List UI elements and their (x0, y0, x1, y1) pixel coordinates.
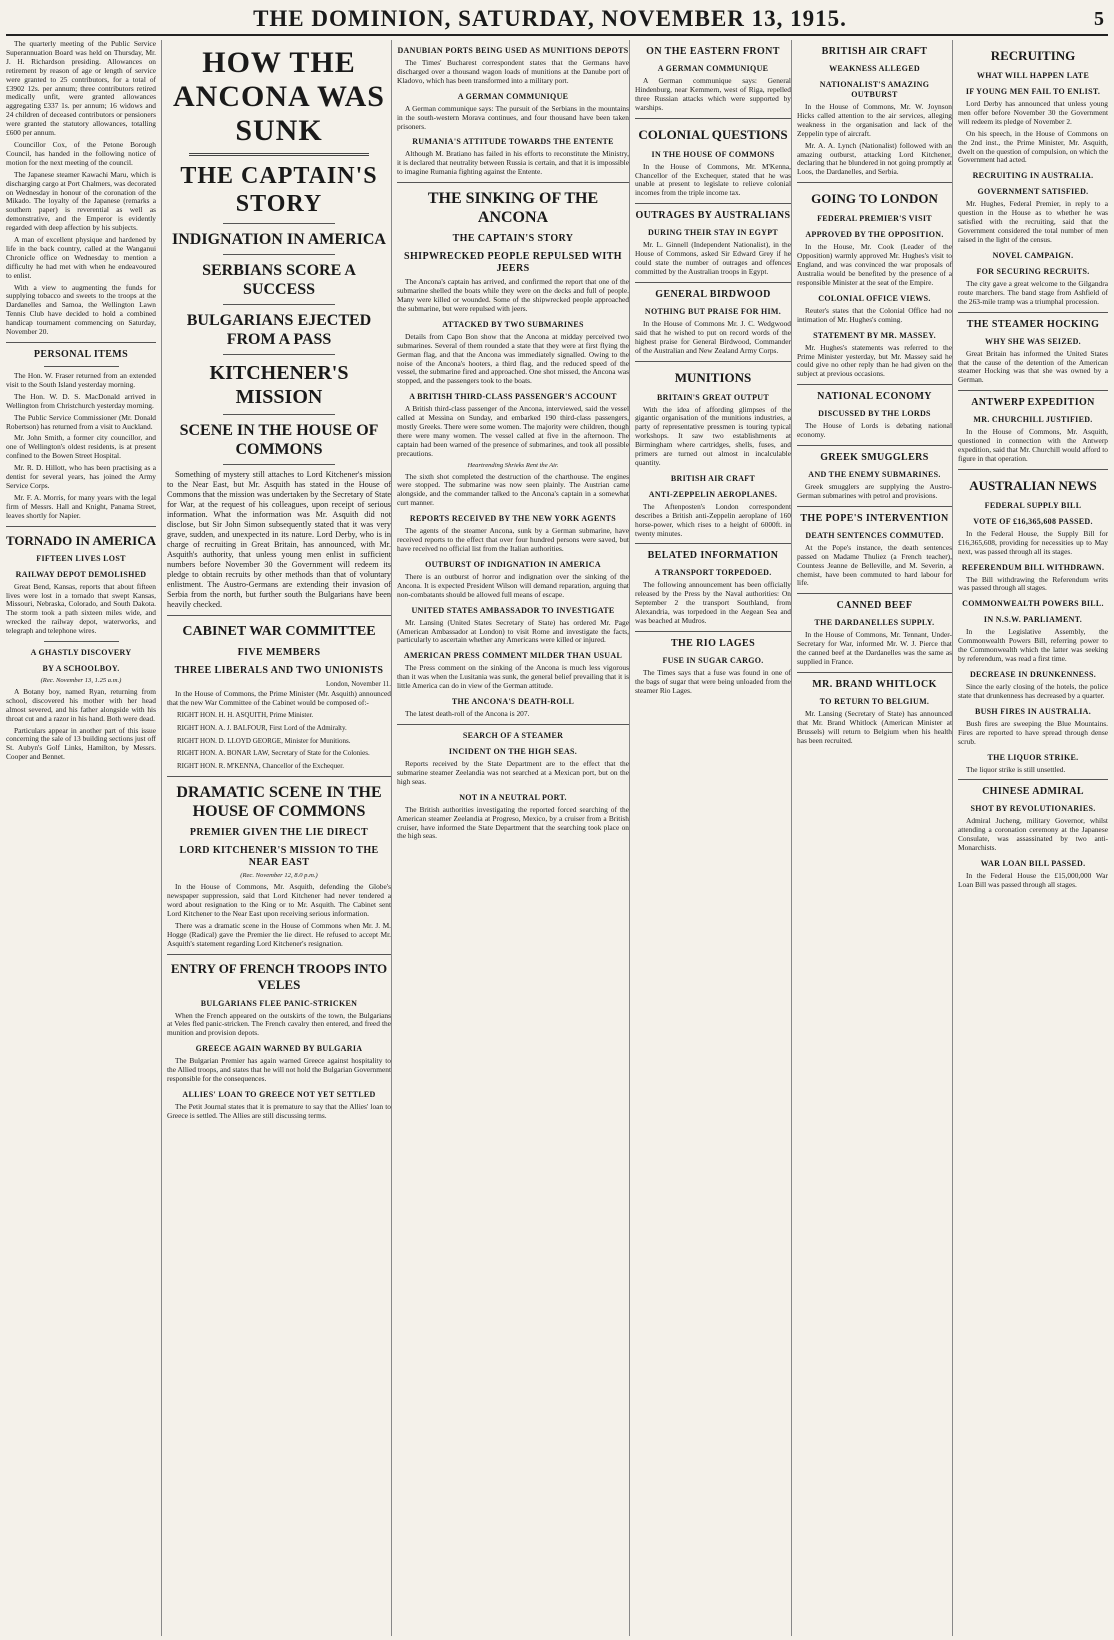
headline: KITCHENER'S MISSION (209, 362, 349, 408)
article-text: The Bulgarian Premier has again warned Greece against hospitality to the Allied troops, and states that he will not hold the Bulgarian Government responsible for the consequences. (167, 1056, 391, 1084)
article-text: The House of Lords is debating national economy. (797, 421, 952, 440)
article-text: In the House of Commons, Mr. M'Kenna, Chancellor of the Exchequer, stated that he was unable at present to legislate to relieve colonial incomes from the triple income tax. (635, 161, 791, 198)
headline: A GHASTLY DISCOVERY (30, 648, 132, 658)
article-text: The Hon. W. Fraser returned from an extended visit to the South Island yesterday morning. (6, 371, 156, 389)
headline: NOVEL CAMPAIGN. (992, 250, 1074, 260)
article-text: The sixth shot completed the destruction of the charthouse. The engines were stopped. The submarine was now seen plainly. The Austrian came alongside, and the commander talked to the Ancona's captain in a somewhat curt manner. (397, 471, 629, 508)
article-text: The Times says that a fuse was found in one of the bags of sugar that were being unloaded from the steamer Rio Lages. (635, 668, 791, 695)
headline: BELATED INFORMATION (647, 550, 779, 562)
headline: COMMONWEALTH POWERS BILL. (962, 599, 1104, 609)
article-text: In the House of Commons, Mr. Tennant, Under-Secretary for War, informed Mr. W. J. Pierce that the canned beef at the Dardanelles was the same as supplied in France. (797, 630, 952, 667)
article-text: In the Federal House the £15,000,000 War Loan Bill was passed through all stages. (958, 871, 1108, 889)
article-text: Mr. Hughes's statements was referred to the Prime Minister yesterday, but Mr. Massey said he could give no other reply than he had given on the subject at previous occasions. (797, 342, 952, 379)
headline: CANNED BEEF (836, 600, 913, 612)
divider (958, 469, 1108, 470)
divider (223, 354, 335, 355)
article-text: Details from Capo Bon show that the Ancona at midday perceived two submarines. Several of them rounded a state that they were at first flying the German flag, and that the Ancona was immediately signalled. Owing to the noise of the Ancona's hooters, a third flag, and the reduced speed of the vessel, the submarine fired and approached. One shot missed, the Ancona was stopped, and the passengers took to the boats. (397, 331, 629, 386)
divider (44, 641, 119, 642)
subheadline: WEAKNESS ALLEGED (829, 64, 920, 73)
column-3 (391, 40, 634, 1636)
headline: ALLIES' LOAN TO GREECE NOT YET SETTLED (182, 1089, 376, 1099)
dateline: (Rec. November 13, 1.25 a.m.) (40, 677, 122, 685)
subheadline: FIFTEEN LIVES LOST (36, 553, 126, 563)
subheadline: LORD KITCHENER'S MISSION TO THE NEAR EAST (179, 845, 379, 869)
headline: WAR LOAN BILL PASSED. (980, 859, 1086, 869)
article-text: Admiral Jucheng, military Governor, whilst attending a coronation ceremony at the Japanese Consulate, was assassinated by two anti-Monarchists. (958, 816, 1108, 853)
headline: SERBIANS SCORE A SUCCESS (202, 262, 356, 298)
article-text: Mr. Lansing (United States Secretary of State) has ordered Mr. Page (American Ambassador at London) to visit Rome and investigate the facts, particularly to ascertain whether any Americans were killed or injured. (397, 617, 629, 645)
subheadline: A TRANSPORT TORPEDOED. (654, 568, 772, 578)
divider (223, 304, 335, 305)
headline: NOT IN A NEUTRAL PORT. (459, 792, 567, 802)
subheadline: NOTHING BUT PRAISE FOR HIM. (644, 306, 782, 316)
article-text: In the House of Commons, the Prime Minister (Mr. Asquith) announced that the new War Committee of the Cabinet would be composed of:- (167, 688, 391, 707)
divider (223, 254, 335, 255)
article-text: Mr. Hughes, Federal Premier, in reply to a question in the House as to whether he was satisfied with the recruiting, said that the Government considered the total number of men raised in the light of the census. (958, 199, 1108, 244)
article-text: A man of excellent physique and hardened by life in the back country, called at the Wanganui Chronicle office on Wednesday to mention a difficulty he had met with when he endeavoured to enlist. (6, 235, 156, 280)
divider (635, 361, 791, 362)
column-2 (161, 40, 396, 1636)
article-text: Mr. F. A. Morris, for many years with the legal firm of Messrs. Hall and Knight, Panama Street, leaves shortly for Napier. (6, 492, 156, 520)
headline: NATIONAL ECONOMY (817, 391, 932, 403)
article-text: A British third-class passenger of the Ancona, interviewed, said the vessel called at Messina on Sunday, and embarked 190 third-class passengers, mostly Greeks. There were some women. The majority were children, though there were many women. The vessel called at five in the afternoon. The captain had been warned of the presence of submarines, and took all possible precautions. (397, 404, 629, 458)
subheadline: FEDERAL PREMIER'S VISIT (817, 214, 932, 224)
subheadline: APPROVED BY THE OPPOSITION. (805, 230, 944, 240)
headline: BULGARIANS EJECTED FROM A PASS (186, 312, 372, 348)
subheadline: DEATH SENTENCES COMMUTED. (805, 530, 944, 540)
headline: THE POPE'S INTERVENTION (800, 512, 949, 524)
article-text: Mr. L. Ginnell (Independent Nationalist), in the House of Commons, asked Sir Edward Grey if he could state the number of outrages and offences committed by the Australian troops in Egypt. (635, 240, 791, 276)
divider (635, 543, 791, 544)
article-text: On his speech, in the House of Commons on the 2nd inst., the Prime Minister, Mr. Asquith, dwelt on the question of compulsion, on which the Government had acted. (958, 128, 1108, 165)
subheadline: ANTI-ZEPPELIN AEROPLANES. (648, 489, 778, 499)
divider (797, 506, 952, 507)
article-text: With the idea of affording glimpses of the gigantic organisation of the munitions industries, a party of representative pressmen is touring typical workshops. It saw two establishments at Birmingham where cartridges, shells, fuses, and primers are turned out almost in incalculable quantity. (635, 404, 791, 467)
headline: COLONIAL OFFICE VIEWS. (818, 293, 931, 303)
subheadline: FIVE MEMBERS (237, 647, 321, 658)
headline: AMERICAN PRESS COMMENT MILDER THAN USUAL (403, 651, 623, 661)
headline: SEARCH OF A STEAMER (462, 730, 564, 740)
divider (223, 223, 335, 224)
subheadline: SHOT BY REVOLUTIONARIES. (970, 804, 1096, 814)
divider (167, 954, 391, 955)
article-text: The city gave a great welcome to the Gilgandra route marchers. The band stage from Ashfield of the 263-mile tramp was a triumphal procession. (958, 278, 1108, 306)
headline: THE SINKING OF THE ANCONA (427, 190, 599, 227)
article-text: The quarterly meeting of the Public Service Superannuation Board was held on Thursday, Mr. J. H. Richardson presiding. Allowances on retirement by reason of age or length of service were granted to 25 contributors, for a total of £3902 12s. per annum; three contributors retired medically unfit, were granted allowances aggregating £337 1s. per annum; 16 widows and 24 children of deceased contributors or pensioners were granted the statutory allowances, totalling £600 per annum. (6, 40, 156, 138)
subheadline: IF YOUNG MEN FAIL TO ENLIST. (965, 87, 1101, 96)
article-text: A Botany boy, named Ryan, returning from school, discovered his mother with her head almost severed, and his father alongside with his throat cut and a razor in his hand. Both were dead. (6, 686, 156, 723)
headline: THE CAPTAIN'S STORY (180, 163, 378, 217)
headline: BRITISH AIR CRAFT (670, 473, 756, 483)
article-text: In the House of Commons, Mr. Asquith, defending the Globe's newspaper suppression, said that Lord Kitchener had never tendered a word about resignation to the King or to Mr. Asquith. The Cabinet sent Lord Kitchener to the Near East upon receiving serious information. (167, 882, 391, 918)
divider (635, 203, 791, 204)
headline: COLONIAL QUESTIONS (638, 126, 788, 142)
headline: A BRITISH THIRD-CLASS PASSENGER'S ACCOUNT (409, 392, 617, 402)
column-6 (952, 40, 1108, 1636)
inline-subhead: Heartrending Shrieks Rent the Air. (467, 461, 559, 469)
headline: BRITISH AIR CRAFT (821, 46, 928, 57)
headline: MR. BRAND WHITLOCK (812, 679, 937, 690)
article-text: The Japanese steamer Kawachi Maru, which is discharging cargo at Port Chalmers, was decorated on Wednesday in honour of the coronation of the Mikado. The loyalty of the Japanese (remarks a southern paper) is reverential as well as demonstrative, and the Emperor is evidently regarded with deep affection by his subjects. (6, 169, 156, 233)
subheadline: TO RETURN TO BELGIUM. (819, 697, 930, 706)
headline: DECREASE IN DRUNKENNESS. (969, 670, 1097, 679)
subheadline: DURING THEIR STAY IN EGYPT (647, 228, 779, 238)
divider (223, 414, 335, 415)
subheadline: IN N.S.W. PARLIAMENT. (983, 615, 1083, 625)
divider (167, 776, 391, 777)
article-text: The Press comment on the sinking of the Ancona is much less vigorous than it was when the Lusitania was sunk, the general belief prevailing that it is little America can do in view of the German attitude. (397, 663, 629, 691)
headline: UNITED STATES AMBASSADOR TO INVESTIGATE (411, 605, 615, 615)
main-headline: HOW THE ANCONA WAS SUNK (173, 46, 385, 147)
article-text: The Public Service Commissioner (Mr. Donald Robertson) has returned from a visit to Auckland. (6, 412, 156, 431)
member-item: RIGHT HON. D. LLOYD GEORGE, Minister for Munitions. (177, 736, 351, 745)
member-item: RIGHT HON. A. BONAR LAW, Secretary of State for the Colonies. (177, 749, 370, 758)
article-text: Reports received by the State Department are to the effect that the submarine steamer Zeelandia was not searched at a Mexican port, but on the high seas. (397, 758, 629, 786)
headline: CABINET WAR COMMITTEE (182, 624, 376, 639)
article-text: In the Federal House, the Supply Bill for £16,365,608, providing for necessities up to May next, was passed through all its stages. (958, 528, 1108, 556)
subheadline: A GERMAN COMMUNIQUE (657, 64, 769, 73)
article-text: Great Britain has informed the United States that the cause of the detention of the American steamer Hocking was that she was owned by a German. (958, 348, 1108, 385)
masthead (6, 4, 1108, 36)
article-text: The Bill withdrawing the Referendum writs was passed through all stages. (958, 574, 1108, 593)
subheadline: SHIPWRECKED PEOPLE REPULSED WITH JEERS (404, 251, 622, 275)
subheadline: BULGARIANS FLEE PANIC-STRICKEN (200, 998, 358, 1008)
article-text: In the House of Commons Mr. J. C. Wedgwood said that he wished to put on record words of the highest praise for General Birdwood, Commander of the Australian and New Zealand Army Corps. (635, 318, 791, 355)
subheadline: FOR SECURING RECRUITS. (976, 266, 1090, 276)
article-text: When the French appeared on the outskirts of the town, the Bulgarians at Veles fled panic-stricken. The French cavalry then entered, and freed the munition and provision depots. (167, 1010, 391, 1038)
article-text: Reuter's states that the Colonial Office had no intimation of Mr. Hughes's coming. (797, 305, 952, 324)
article-text: Something of mystery still attaches to Lord Kitchener's mission to the Near East, but Mr. Asquith has stated in the House of Commons that the mission was undertaken by the Secretary of State for War, at the request of his colleagues, upon receipt of serious information. What the information was Mr. Asquith did not disclose, but Sir John Simon subsequently stated that it was very grave, sudden, and unexpected in its nature. Lord Derby, who is in charge of recruiting in Great Britain, has announced, with Mr. Asquith's authority, that unless young men enlist in sufficient numbers before November 30 the Government will redeem its pledge to obtain recruits by other methods than that of voluntary enlistment. The Austro-Germans are extending their invasion of Serbia from the north, but further south the Bulgarians have been heavily checked. (167, 470, 391, 609)
divider (958, 312, 1108, 313)
article-text: Mr. John Smith, a former city councillor, and one of Wellington's oldest residents, is at present confined to the Bowen Street Hospital. (6, 433, 156, 461)
article-text: The agents of the steamer Ancona, sunk by a German submarine, have received reports to the effect that over four hundred persons were saved, but have received no official list from the Italian authorities. (397, 526, 629, 553)
page-number: 5 (1094, 7, 1104, 30)
headline: GREECE AGAIN WARNED BY BULGARIA (195, 1044, 363, 1054)
divider (167, 615, 391, 616)
article-text: The latest death-roll of the Ancona is 207. (405, 709, 530, 719)
subheadline: WHY SHE WAS SEIZED. (985, 336, 1081, 346)
headline: OUTBURST OF INDIGNATION IN AMERICA (425, 559, 601, 569)
headline: RECRUITING IN AUSTRALIA. (972, 171, 1094, 181)
subheadline: FEDERAL SUPPLY BILL (984, 500, 1082, 510)
divider (797, 182, 952, 183)
article-text: A German communique says: General Hindenburg, near Kemmern, west of Riga, repelled three Russian attacks which were supported by warships. (635, 76, 791, 112)
headline: BUSH FIRES IN AUSTRALIA. (974, 706, 1092, 716)
article-text: The British authorities investigating the reported forced searching of the American steamer Zeelandia at Progreso, Mexico, by a cruiser from a British cruiser, have informed the State Department that the searching took place on the high seas. (397, 804, 629, 841)
member-item: RIGHT HON. R. M'KENNA, Chancellor of the Exchequer. (177, 762, 344, 771)
article-text: In the House of Commons, Mr. Asquith, questioned in connection with the Antwerp expedition, said that Mr. Churchill would afford to figure in that operation. (958, 427, 1108, 463)
subheadline: THE CAPTAIN'S STORY (452, 233, 574, 245)
subheadline: RAILWAY DEPOT DEMOLISHED (15, 569, 147, 579)
article-text: In the House, Mr. Cook (Leader of the Opposition) warmly approved Mr. Hughes's visit to England, and was convinced the war proposals of Australia would be benefited by the presence of a responsible Minister at the seat of the Empire. (797, 242, 952, 287)
dateline: London, November 11. (325, 680, 391, 688)
divider (6, 342, 156, 343)
headline: ANTWERP EXPEDITION (971, 397, 1095, 409)
divider (397, 182, 629, 183)
headline: AUSTRALIAN NEWS (969, 477, 1097, 493)
member-item: RIGHT HON. H. H. ASQUITH, Prime Minister. (177, 710, 314, 719)
article-text: The Petit Journal states that it is premature to say that the Allies' loan to Greece is settled. The Allies are still discussing terms. (167, 1101, 391, 1120)
divider (958, 779, 1108, 780)
subheadline: BRITAIN'S GREAT OUTPUT (657, 392, 769, 402)
headline: ATTACKED BY TWO SUBMARINES (442, 319, 584, 329)
headline: SCENE IN THE HOUSE OF COMMONS (179, 422, 379, 458)
article-text: The Hon. W. D. S. MacDonald arrived in Wellington from Christchurch yesterday morning. (6, 391, 156, 410)
headline: INDIGNATION IN AMERICA (172, 231, 386, 248)
dateline: (Rec. November 12, 8.0 p.m.) (240, 872, 318, 880)
column-1 (6, 40, 160, 1636)
divider (635, 631, 791, 632)
article-text: In the House of Commons, Mr. W. Joynson Hicks called attention to the air services, alleging weakness in the organisation and lack of the Zeppelin type of aircraft. (797, 102, 952, 138)
headline: THE ANCONA'S DEATH-ROLL (451, 697, 575, 707)
divider (797, 593, 952, 594)
headline: MUNITIONS (674, 369, 752, 385)
headline: REFERENDUM BILL WITHDRAWN. (961, 562, 1105, 572)
article-text: In the Legislative Assembly, the Commonwealth Powers Bill, referring power to the Commonwealth which the latter was seeking by referendum, was read a first time. (958, 627, 1108, 664)
divider (44, 366, 119, 367)
headline: ON THE EASTERN FRONT (646, 46, 780, 57)
divider (223, 464, 335, 465)
headline: DANUBIAN PORTS BEING USED AS MUNITIONS DEPOTS (397, 46, 629, 55)
divider (635, 118, 791, 119)
headline: TORNADO IN AMERICA (6, 532, 156, 548)
divider (397, 724, 629, 725)
article-text: Since the early closing of the hotels, the police state that drunkenness has decreased by a quarter. (958, 682, 1108, 700)
article-text: Although M. Bratiano has failed in his efforts to reconstitute the Ministry, it is declared that neutrality between Russia is certain, and that it is impossible to imagine Rumania fighting against the Entente. (397, 149, 629, 177)
divider (635, 282, 791, 283)
subheadline: DISCUSSED BY THE LORDS (818, 409, 931, 419)
article-text: There is an outburst of horror and indignation over the sinking of the Ancona. It is expected President Wilson will demand reparation, arguing that non-combatants should be allowed full means of escape. (397, 571, 629, 599)
divider (958, 390, 1108, 391)
headline: GENERAL BIRDWOOD (655, 288, 771, 300)
headline: RUMANIA'S ATTITUDE TOWARDS THE ENTENTE (412, 137, 614, 147)
article-text: Greek smugglers are supplying the Austro-German submarines with petrol and provisions. (797, 482, 952, 500)
divider (189, 153, 368, 156)
subheadline: AND THE ENEMY SUBMARINES. (808, 470, 941, 480)
article-text: Particulars appear in another part of this issue concerning the sale of 13 building sections just off St. Aubyn's Golf Links, Hamilton, by Messrs. Cooper and Bennet. (6, 725, 156, 762)
subheadline: PREMIER GIVEN THE LIE DIRECT (189, 827, 369, 839)
article-text: At the Pope's instance, the death sentences passed on Madame Thuliez (a French teacher), Countess Jeanne de Belleville, and M. Severin, a chemist, have been commuted to hard labour for life. (797, 542, 952, 588)
article-text: Lord Derby has announced that unless young men offer before November 30 the Government will redeem its pledge of November 2. (958, 99, 1108, 126)
headline: REPORTS RECEIVED BY THE NEW YORK AGENTS (409, 514, 617, 524)
article-text: The Aftenposten's London correspondent describes a British anti-Zeppelin aeroplane of 160 horse-power, which rises to a height of 6000ft. in twenty minutes. (635, 501, 791, 538)
member-item: RIGHT HON. A. J. BALFOUR, First Lord of the Admiralty. (177, 723, 347, 732)
divider (797, 672, 952, 673)
headline: ENTRY OF FRENCH TROOPS INTO VELES (170, 960, 388, 992)
article-text: The following announcement has been officially released by the Press by the Naval authorities: On September 2 the transport Southland, from Alexandria, was torpedoed in the Aegean Sea and was beached at Mudros. (635, 580, 791, 626)
headline: STATEMENT BY MR. MASSEY. (813, 330, 936, 340)
subheadline: INCIDENT ON THE HIGH SEAS. (448, 746, 578, 756)
subheadline: NATIONALIST'S AMAZING OUTBURST (819, 80, 930, 99)
headline: RECRUITING (990, 48, 1076, 63)
article-text: The Times' Bucharest correspondent states that the Germans have discharged over a thousand wagon loads of munitions at the Danube port of Kladovo, which has been transformed into a military port. (397, 58, 629, 85)
headline: A GERMAN COMMUNIQUE (457, 91, 569, 101)
column-4 (629, 40, 796, 1636)
column-5 (791, 40, 957, 1636)
headline: THE STEAMER HOCKING (966, 318, 1100, 330)
headline: GREEK SMUGGLERS (820, 452, 929, 464)
headline: THE LIQUOR STRIKE. (987, 752, 1079, 762)
subheadline: THREE LIBERALS AND TWO UNIONISTS (174, 665, 384, 676)
subheadline: VOTE OF £16,365,608 PASSED. (973, 516, 1093, 526)
headline: CHINESE ADMIRAL (982, 786, 1084, 798)
headline: OUTRAGES BY AUSTRALIANS (635, 210, 791, 222)
subheadline: WHAT WILL HAPPEN LATE (976, 71, 1090, 80)
article-text: Mr. R. D. Hillott, who has been practising as a dentist for several years, has joined the Army Service Corps. (6, 463, 156, 490)
article-text: The Ancona's captain has arrived, and confirmed the report that one of the submarine shelled the boats while they were on the decks and full of people. Many were killed or wounded. Some of the shipwrecked people approached the submarine, but were repulsed with jeers. (397, 277, 629, 313)
subheadline: MR. CHURCHILL JUSTIFIED. (973, 415, 1093, 425)
divider (797, 445, 952, 446)
article-text: Councillor Cox, of the Petone Borough Council, has handed in the following notice of motion for the next meeting of the council. (6, 139, 156, 167)
article-text: With a view to augmenting the funds for supplying tobacco and sweets to the troops at the Dardanelles and Samoa, the Wellington Lawn Tennis Club have decided to hold a combined handicap tournament commencing on Saturday, November 20. (6, 282, 156, 337)
article-text: A German communique says: The pursuit of the Serbians in the mountains in the south-western Morava continues, and four thousand have been taken prisoners. (397, 103, 629, 131)
divider (6, 526, 156, 527)
headline: GOING TO LONDON (811, 191, 938, 207)
article-text: The liquor strike is still unsettled. (966, 764, 1066, 774)
article-text: There was a dramatic scene in the House of Commons when Mr. J. M. Hogge (Radical) gave the Premier the lie direct. He refused to accept Mr. Asquith's statement regarding Lord Kitchener's resignation. (167, 920, 391, 948)
headline: PERSONAL ITEMS (33, 349, 129, 360)
headline: DRAMATIC SCENE IN THE HOUSE OF COMMONS (176, 784, 382, 821)
subheadline: IN THE HOUSE OF COMMONS (651, 149, 775, 159)
subheadline: BY A SCHOOLBOY. (42, 664, 120, 674)
divider (797, 384, 952, 385)
article-text: Bush fires are sweeping the Blue Mountains. Fires are reported to have spread through dense scrub. (958, 718, 1108, 746)
article-text: Great Bend, Kansas, reports that about fifteen lives were lost in a tornado that swept Kansas, Missouri, Nebraska, Colorado, and South Dakota. The storm took a path sixteen miles wide, and wrecked the railway depot, waterworks, and telegraph and telephone wires. (6, 581, 156, 636)
subheadline: THE DARDANELLES SUPPLY. (814, 618, 935, 628)
article-text: Mr. A. A. Lynch (Nationalist) followed with an amazing outburst, attacking Lord Kitchener, declaring that he blundered in not going promptly at Loos, the Dardanelles, and Serbia. (797, 140, 952, 177)
masthead-title: THE DOMINION, SATURDAY, NOVEMBER 13, 1915. (253, 6, 847, 31)
headline: THE RIO LAGES (670, 638, 756, 649)
subheadline: FUSE IN SUGAR CARGO. (662, 656, 764, 665)
article-text: Mr. Lansing (Secretary of State) has announced that Mr. Brand Whitlock (American Minister at Brussels) will return to Belgium when his health has been recruited. (797, 709, 952, 745)
subheadline: GOVERNMENT SATISFIED. (977, 187, 1089, 197)
